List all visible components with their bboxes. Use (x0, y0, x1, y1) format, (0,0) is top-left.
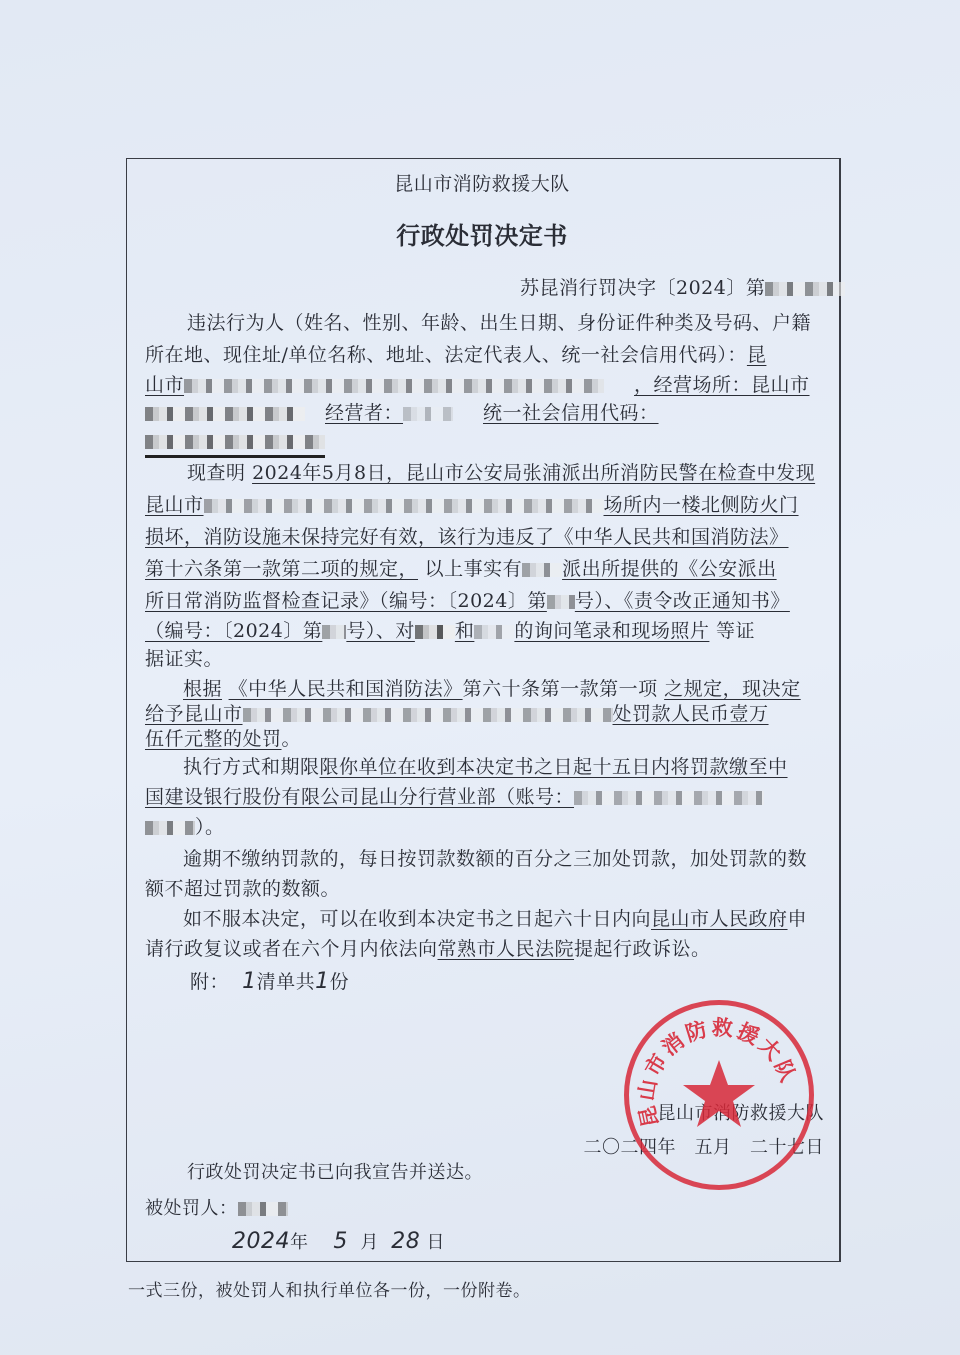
redacted (145, 407, 305, 421)
text: 以上事实有 (424, 558, 523, 580)
text: 场所内一楼北侧防火门 (603, 494, 799, 516)
text: 清单共 (256, 971, 316, 993)
receipt-date (232, 1230, 445, 1255)
text: 份 (329, 971, 350, 993)
redacted (574, 791, 764, 805)
handwritten: 1 (315, 969, 330, 994)
text: 经营者： (325, 402, 404, 424)
text: 伍仟元整的处罚 (145, 728, 282, 750)
p1-line1: 违法行为人（姓名、性别、年龄、出生日期、身份证件种类及号码、户籍 (187, 312, 812, 334)
penalized-party (145, 1197, 288, 1221)
text: 第十六条第一款第二项的规定， (145, 558, 419, 580)
p2-line5 (145, 589, 790, 613)
text: 国建设银行股份有限公司昆山分行营业部（账号： (145, 786, 575, 808)
redacted (522, 563, 562, 577)
text: 的询问笔录和现场照片 (514, 620, 710, 642)
text: 限你单位在收到本决定书之日起十五日内将罚款缴至中 (319, 756, 788, 778)
issuing-agency: 昆山市消防救援大队 (394, 173, 570, 195)
doc-no-text: 苏昆消行罚决字〔2024〕第 (520, 277, 766, 299)
text: 号）、《责令改正通知书》 (574, 590, 790, 612)
seal-star-icon (629, 1005, 809, 1185)
text: ，经营场所：昆山市 (634, 374, 810, 396)
redacted (238, 1202, 288, 1216)
text: 执行方式和期限 (183, 756, 320, 778)
text: 《中华人民共和国消防法》 (228, 678, 463, 700)
svg-text:昆山市消防救援大队: 昆山市消防救援大队 (633, 1014, 803, 1130)
redacted (415, 625, 455, 639)
p1-line2 (145, 343, 766, 367)
p2-line2 (145, 493, 799, 517)
text: 给予昆山市 (145, 703, 243, 725)
text: 被处罚人： (145, 1198, 238, 1219)
text: 之规定，现决定 (664, 678, 801, 700)
text: 所日常消防监督检查记录》（编号：〔2024〕第 (145, 590, 547, 612)
text: 派出所提供的《公安派出 (562, 558, 777, 580)
text: 请行政复议或者在六个月内依法向 (145, 938, 438, 960)
redacted (243, 708, 613, 722)
p4-line1 (183, 755, 788, 779)
document-number (520, 276, 845, 300)
text: 年 (290, 1232, 309, 1253)
handwritten: 1 (242, 969, 257, 994)
redacted (184, 379, 604, 393)
text: 昆山市人民政府 (651, 908, 788, 930)
text: 常熟市人民法院 (437, 938, 575, 960)
text: 附： (190, 971, 230, 993)
official-seal (624, 1000, 814, 1190)
text: （编号：〔2024〕第 (145, 620, 323, 642)
p3-line2 (145, 702, 769, 726)
text: 昆 (746, 344, 767, 366)
p2-line1 (187, 461, 815, 485)
p3-line3 (145, 727, 301, 751)
text: 昆山市 (145, 494, 204, 516)
redacted (204, 499, 604, 513)
redacted (145, 821, 195, 835)
document-title: 行政处罚决定书 (396, 221, 568, 250)
p2-line6 (145, 619, 755, 643)
text: 如不服本决定，可以在收到本决定书之日起六十日内向 (183, 908, 652, 930)
p2-line4 (145, 557, 777, 581)
text: 所在地、现住址/单位名称、地址、法定代表人、统一社会信用代码）： (145, 344, 747, 366)
handwritten-month: 5 (333, 1229, 348, 1254)
text: 2024年5月8日，昆山市公安局张浦派出所消防民警在检查中发现 (252, 462, 816, 484)
footer-note: 一式三份，被处罚人和执行单位各一份，一份附卷。 (128, 1281, 531, 1301)
attachment-line (190, 970, 349, 994)
text: 号）、对 (346, 620, 415, 642)
handwritten-day: 28 (391, 1229, 421, 1254)
p1-line3 (145, 373, 810, 397)
p4-line2 (145, 785, 764, 809)
text: 山市 (145, 374, 185, 396)
receipt-statement: 行政处罚决定书已向我宣告并送达。 (187, 1162, 483, 1183)
redacted (322, 625, 346, 639)
redacted (547, 595, 575, 609)
handwritten-year: 2024 (232, 1229, 290, 1254)
redacted (474, 625, 514, 639)
text: 等证 (715, 620, 755, 642)
text: 提起行政诉讼。 (574, 938, 711, 960)
p6-line2 (145, 937, 711, 961)
text: 和 (454, 620, 475, 642)
p6-line1 (183, 907, 807, 931)
text: 第六十条第一款第一项 (462, 678, 658, 700)
redacted (403, 407, 453, 421)
p4-line3 (145, 815, 225, 839)
signing-date: 二〇二四年 五月 二十七日 (583, 1137, 824, 1158)
text: ）。 (195, 816, 225, 838)
text: 月 (360, 1232, 379, 1253)
p1-line4 (145, 401, 659, 425)
p2-line3: 损坏，消防设施未保持完好有效，该行为违反了《中华人民共和国消防法》 (145, 526, 789, 548)
p5-line2: 额不超过罚款的数额。 (145, 878, 341, 900)
redacted (765, 282, 845, 296)
redacted (145, 435, 325, 449)
p3-line1 (183, 677, 801, 701)
text: 日 (426, 1232, 446, 1253)
p1-line5 (145, 429, 325, 458)
text: 统一社会信用代码： (483, 402, 659, 424)
text: 。 (281, 728, 302, 750)
text: 根据 (183, 678, 223, 700)
text: 现查明 (187, 462, 246, 484)
text: 申 (787, 908, 808, 930)
p2-line7: 据证实。 (145, 648, 224, 670)
signing-agency: 昆山市消防救援大队 (657, 1103, 824, 1124)
text: 处罚款人民币壹万 (612, 703, 769, 725)
p5-line1: 逾期不缴纳罚款的，每日按罚款数额的百分之三加处罚款，加处罚款的数 (183, 848, 808, 870)
